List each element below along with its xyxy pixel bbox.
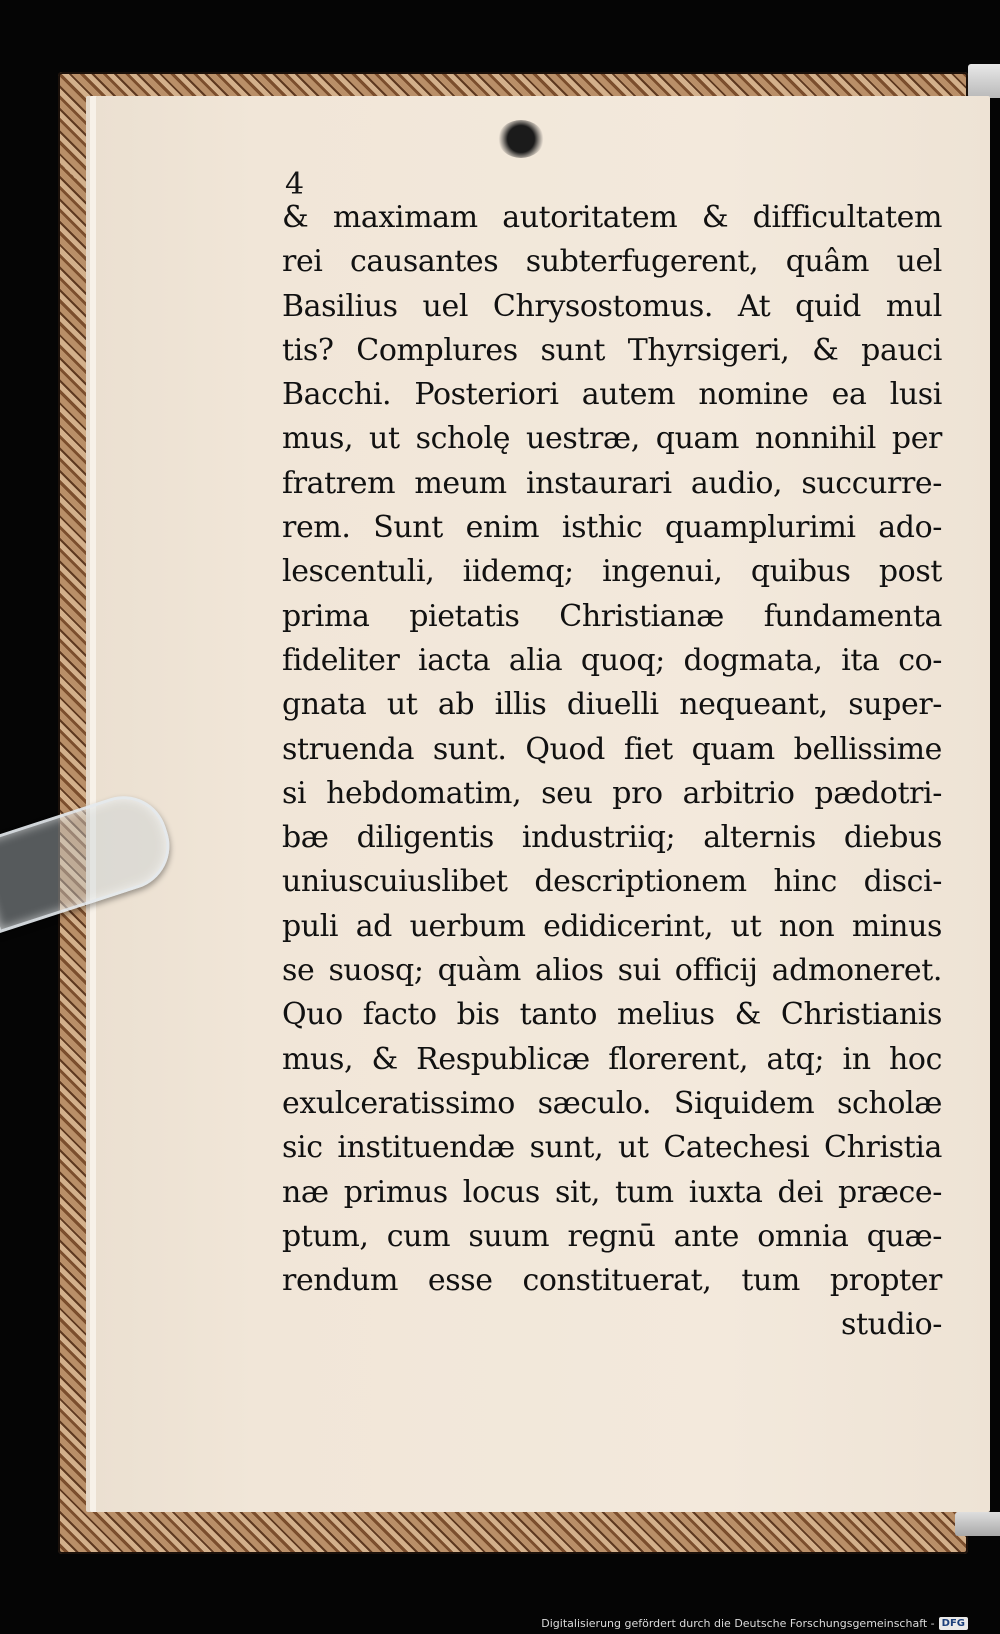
credit-text: Digitalisierung gefördert durch die Deutsche Forschungsgemeinschaft - (541, 1617, 935, 1630)
text-line: uniuscuiuslibet descriptionem hinc disci- (282, 864, 942, 900)
text-line: & maximam autoritatem & difficultatem (282, 200, 942, 235)
text-line: fideliter iacta alia quoq; dogmata, ita co- (282, 642, 942, 678)
page-clip-top (968, 64, 1000, 98)
text-line: si hebdomatim, seu pro arbitrio pædotri- (282, 775, 942, 811)
dfg-logo: DFG (939, 1617, 968, 1630)
text-line: prima pietatis Christianæ fundamenta (282, 598, 942, 634)
digitization-credit (541, 1617, 968, 1630)
text-line: rem. Sunt enim isthic quamplurimi ado- (282, 510, 942, 546)
text-line: Basilius uel Chrysostomus. At quid mul (282, 288, 942, 324)
text-line: lescentuli, iidemq; ingenui, quibus post (282, 554, 942, 590)
text-line: gnata ut ab illis diuelli nequeant, super- (282, 687, 942, 723)
page-number: 4 (285, 167, 305, 202)
text-line: se suosq; quàm alios sui officij admoneret. (282, 953, 942, 989)
ink-blot (498, 120, 544, 158)
text-line: tis? Complures sunt Thyrsigeri, & pauci (282, 332, 942, 368)
page-clip-bottom (955, 1512, 1000, 1536)
text-line: ptum, cum suum regnū ante omnia quæ- (282, 1218, 942, 1254)
text-line: sic instituendæ sunt, ut Catechesi Christia (282, 1130, 942, 1166)
text-line: fratrem meum instaurari audio, succurre- (282, 465, 942, 501)
text-line: mus, ut scholę uestræ, quam nonnihil per (282, 421, 942, 457)
text-line: puli ad uerbum edidicerint, ut non minus (282, 908, 942, 944)
text-line: exulceratissimo sæculo. Siquidem scholæ (282, 1085, 942, 1121)
text-line: rendum esse constituerat, tum propter (282, 1263, 942, 1299)
page-text (282, 196, 942, 1348)
text-line: mus, & Respublicæ florerent, atq; in hoc (282, 1041, 942, 1077)
text-line: bæ diligentis industriiq; alternis diebus (282, 820, 942, 856)
text-line: struenda sunt. Quod fiet quam bellissime (282, 731, 942, 767)
text-line: studio- (841, 1307, 942, 1343)
text-line: næ primus locus sit, tum iuxta dei præce- (282, 1174, 942, 1210)
text-line: Quo facto bis tanto melius & Christianis (282, 997, 942, 1033)
text-line: rei causantes subterfugerent, quâm uel (282, 244, 942, 280)
text-line: Bacchi. Posteriori autem nomine ea lusi (282, 377, 942, 413)
